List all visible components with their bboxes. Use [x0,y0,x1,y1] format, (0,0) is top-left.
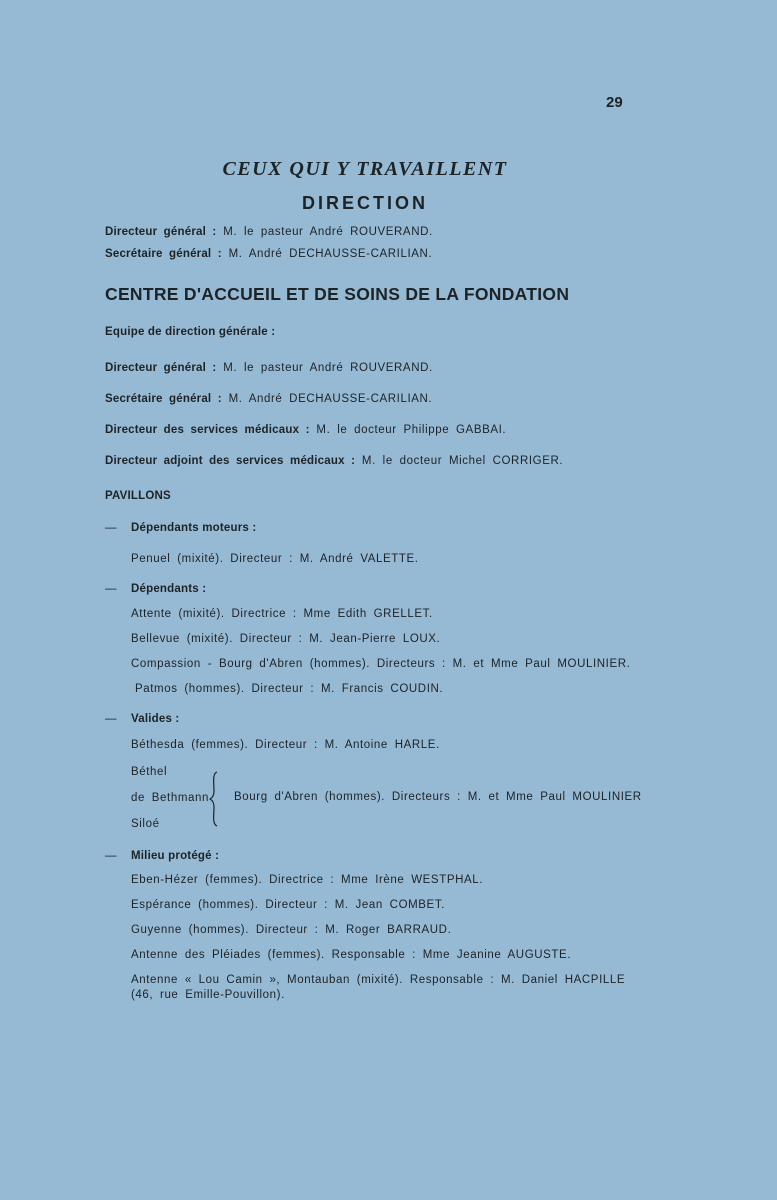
bracket-name: Siloé [131,818,160,830]
page-title: CEUX QUI Y TRAVAILLENT [222,158,508,180]
bracket-text: Bourg d'Abren (hommes). Directeurs : M. et Mme Paul MOULINIER [234,791,642,803]
centre-row [105,455,563,467]
centre-row [105,424,506,436]
centre-row [105,393,432,405]
role-label: Secrétaire général : [105,248,222,260]
list-item: Antenne « Lou Camin », Montauban (mixité). Responsable : M. Daniel HACPILLE [131,974,626,986]
list-item: Eben-Hézer (femmes). Directrice : Mme Irène WESTPHAL. [131,874,484,886]
group-title: Dépendants moteurs : [131,522,257,534]
list-item: Attente (mixité). Directrice : Mme Edith GRELLET. [131,608,433,620]
list-item: Compassion - Bourg d'Abren (hommes). Directeurs : M. et Mme Paul MOULINIER. [131,658,631,670]
role-value: M. le docteur Michel CORRIGER. [361,455,564,467]
role-value: M. André DECHAUSSE-CARILIAN. [228,393,433,405]
page-number: 29 [606,94,623,111]
dash: — [105,850,117,862]
list-item: Penuel (mixité). Directeur : M. André VALETTE. [131,553,419,565]
role-label: Secrétaire général : [105,393,222,405]
group-title: Dépendants : [131,583,207,595]
list-item: Patmos (hommes). Directeur : M. Francis COUDIN. [135,683,444,695]
list-item: Antenne des Pléiades (femmes). Responsable : Mme Jeanine AUGUSTE. [131,949,572,961]
direction-heading: DIRECTION [302,193,428,213]
dash: — [105,522,117,534]
role-value: M. André DECHAUSSE-CARILIAN. [228,248,433,260]
centre-row [105,362,433,374]
centre-heading: CENTRE D'ACCUEIL ET DE SOINS DE LA FONDATION [105,284,570,304]
bracket-name: de Bethmann [131,792,210,804]
group-title: Milieu protégé : [131,850,220,862]
bracket-name: Béthel [131,766,168,778]
role-label: Directeur adjoint des services médicaux : [105,455,356,467]
role-value: M. le docteur Philippe GABBAI. [316,424,507,436]
role-value: M. le pasteur André ROUVERAND. [223,226,433,238]
list-item: (46, rue Emille-Pouvillon). [131,989,285,1001]
brace-icon [209,771,221,827]
list-item: Espérance (hommes). Directeur : M. Jean COMBET. [131,899,445,911]
dash: — [105,713,117,725]
direction-row [105,226,433,238]
list-item: Bellevue (mixité). Directeur : M. Jean-Pierre LOUX. [131,633,441,645]
dash: — [105,583,117,595]
equipe-label: Equipe de direction générale : [105,326,276,338]
group-title: Valides : [131,713,180,725]
role-label: Directeur général : [105,226,217,238]
role-value: M. le pasteur André ROUVERAND. [223,362,433,374]
list-item: Guyenne (hommes). Directeur : M. Roger BARRAUD. [131,924,452,936]
direction-row [105,248,432,260]
role-label: Directeur des services médicaux : [105,424,310,436]
list-item: Béthesda (femmes). Directeur : M. Antoine HARLE. [131,739,440,751]
role-label: Directeur général : [105,362,217,374]
pavillons-heading: PAVILLONS [105,490,171,502]
